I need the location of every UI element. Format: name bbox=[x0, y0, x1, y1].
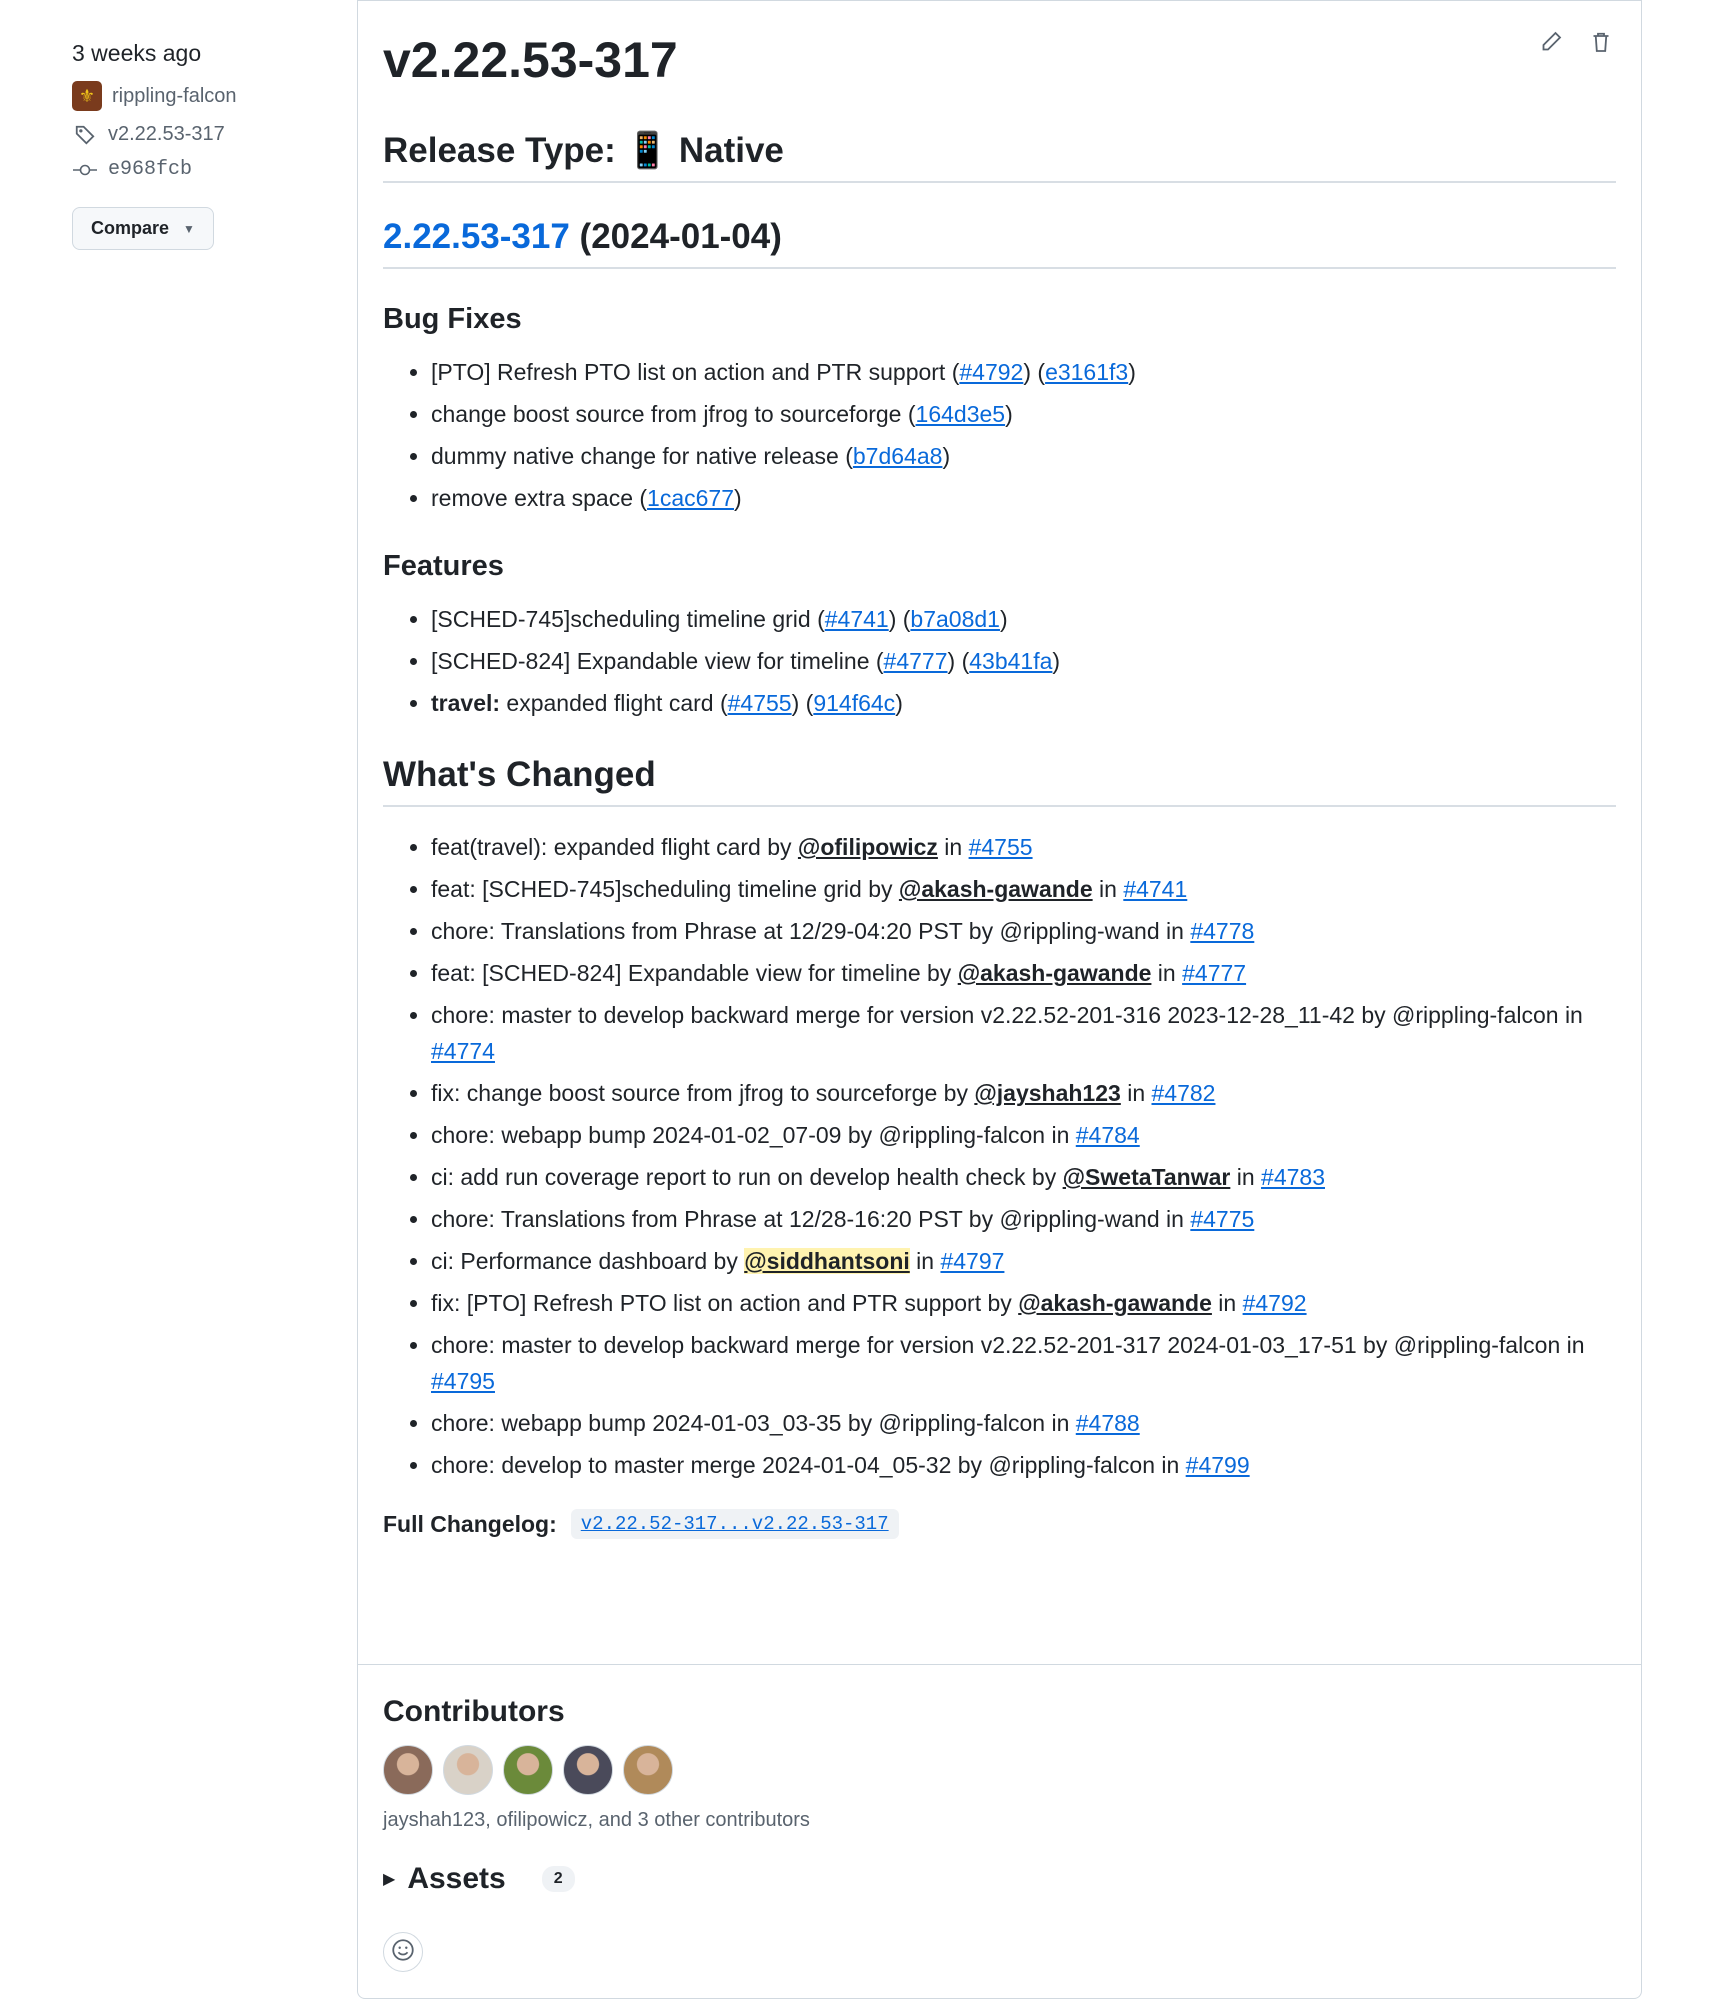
list-item bbox=[431, 997, 1616, 1069]
compare-label: Compare bbox=[91, 218, 170, 238]
pr-link[interactable]: #4784 bbox=[1075, 1122, 1140, 1148]
assets-toggle[interactable] bbox=[383, 1862, 1616, 1896]
smiley-icon bbox=[391, 1938, 415, 1967]
item-text: chore: webapp bump 2024-01-03_03-35 by @rippling-falcon in bbox=[431, 1410, 1076, 1436]
reference-link[interactable]: b7d64a8 bbox=[852, 443, 943, 469]
pr-link[interactable]: #4755 bbox=[968, 834, 1033, 860]
item-text: in bbox=[1120, 1080, 1152, 1106]
item-text: ) bbox=[734, 485, 742, 511]
features-list bbox=[383, 601, 1616, 721]
item-text: ) bbox=[1052, 648, 1061, 674]
user-mention[interactable]: @akash-gawande bbox=[957, 960, 1152, 986]
item-text: in bbox=[1151, 960, 1183, 986]
pr-link[interactable]: #4782 bbox=[1151, 1080, 1216, 1106]
pr-link[interactable]: #4774 bbox=[431, 1038, 495, 1064]
list-item bbox=[431, 354, 1616, 390]
item-text: change boost source from jfrog to sourceforge ( bbox=[431, 401, 916, 427]
list-item bbox=[431, 1159, 1616, 1195]
item-text: chore: develop to master merge 2024-01-04_05-32 by @rippling-falcon in bbox=[431, 1452, 1186, 1478]
pr-link[interactable]: #4792 bbox=[1242, 1290, 1307, 1316]
tag-name[interactable]: v2.22.53-317 bbox=[108, 123, 225, 145]
list-item bbox=[431, 1405, 1616, 1441]
item-text: dummy native change for native release ( bbox=[431, 443, 853, 469]
author-row[interactable] bbox=[72, 81, 332, 111]
list-item bbox=[431, 955, 1616, 991]
reference-link[interactable]: #4755 bbox=[727, 690, 792, 716]
reference-link[interactable]: #4741 bbox=[824, 606, 889, 632]
item-text: feat: [SCHED-745]scheduling timeline grid by bbox=[431, 876, 899, 902]
item-text: chore: Translations from Phrase at 12/29-04:20 PST by @rippling-wand in bbox=[431, 918, 1191, 944]
user-mention[interactable]: @akash-gawande bbox=[898, 876, 1093, 902]
version-date: (2024-01-04) bbox=[569, 217, 782, 256]
list-item bbox=[431, 871, 1616, 907]
list-item bbox=[431, 643, 1616, 679]
whats-changed-heading: What's Changed bbox=[383, 755, 1616, 807]
list-item bbox=[431, 1075, 1616, 1111]
item-text: [SCHED-824] Expandable view for timeline ( bbox=[431, 648, 884, 674]
pr-link[interactable]: #4783 bbox=[1261, 1164, 1325, 1190]
item-text: ) ( bbox=[1023, 359, 1046, 385]
pr-link[interactable]: #4795 bbox=[431, 1368, 495, 1394]
contributor-avatar[interactable] bbox=[563, 1745, 613, 1795]
changes-list bbox=[383, 829, 1616, 1483]
list-item bbox=[431, 601, 1616, 637]
reference-link[interactable]: 164d3e5 bbox=[915, 401, 1006, 427]
item-text: ci: Performance dashboard by bbox=[431, 1248, 745, 1274]
item-text: ) ( bbox=[947, 648, 970, 674]
compare-button[interactable] bbox=[72, 207, 214, 250]
version-link[interactable]: 2.22.53-317 bbox=[383, 217, 570, 256]
assets-count: 2 bbox=[542, 1866, 575, 1892]
release-title[interactable]: v2.22.53-317 bbox=[383, 32, 678, 88]
item-text: chore: master to develop backward merge for version v2.22.52-201-317 2024-01-03_17-51 by @rippling-falcon in bbox=[431, 1332, 1585, 1358]
full-changelog-link[interactable]: v2.22.52-317...v2.22.53-317 bbox=[571, 1509, 899, 1539]
edit-icon[interactable] bbox=[1539, 30, 1563, 59]
full-changelog bbox=[383, 1509, 1616, 1539]
triangle-right-icon: ▶ bbox=[383, 1871, 396, 1888]
item-text: ) bbox=[1005, 401, 1013, 427]
list-item bbox=[431, 685, 1616, 721]
features-heading: Features bbox=[383, 550, 504, 582]
release-actions bbox=[1539, 30, 1613, 59]
list-item bbox=[431, 913, 1616, 949]
item-text: [SCHED-745]scheduling timeline grid ( bbox=[431, 606, 825, 632]
pr-link[interactable]: #4777 bbox=[1182, 960, 1247, 986]
item-text: fix: [PTO] Refresh PTO list on action and PTR support by bbox=[431, 1290, 1019, 1316]
pr-link[interactable]: #4775 bbox=[1190, 1206, 1255, 1232]
commit-link[interactable]: 43b41fa bbox=[969, 648, 1053, 674]
pr-link[interactable]: #4778 bbox=[1190, 918, 1255, 944]
release-time: 3 weeks ago bbox=[72, 40, 202, 66]
item-text: chore: Translations from Phrase at 12/28-16:20 PST by @rippling-wand in bbox=[431, 1206, 1191, 1232]
item-text: feat: [SCHED-824] Expandable view for timeline by bbox=[431, 960, 958, 986]
item-text: ci: add run coverage report to run on develop health check by bbox=[431, 1164, 1063, 1190]
commit-row[interactable] bbox=[72, 158, 332, 181]
commit-link[interactable]: b7a08d1 bbox=[910, 606, 1000, 632]
tag-icon bbox=[72, 124, 98, 146]
item-text: ) ( bbox=[791, 690, 814, 716]
item-text: chore: master to develop backward merge for version v2.22.52-201-316 2023-12-28_11-42 by @rippling-falcon in bbox=[431, 1002, 1583, 1028]
list-item bbox=[431, 438, 1616, 474]
item-text: in bbox=[909, 1248, 941, 1274]
item-text: ) bbox=[1128, 359, 1136, 385]
list-item bbox=[431, 829, 1616, 865]
item-text: ) bbox=[942, 443, 951, 469]
scope-label: travel: bbox=[431, 690, 501, 716]
pr-link[interactable]: #4741 bbox=[1123, 876, 1188, 902]
section-divider bbox=[358, 1664, 1641, 1665]
item-text: feat(travel): expanded flight card by bbox=[431, 834, 798, 860]
item-text: in bbox=[1230, 1164, 1262, 1190]
user-mention[interactable]: @siddhantsoni bbox=[744, 1248, 910, 1274]
commit-icon bbox=[72, 162, 98, 178]
release-type-prefix: Release Type: bbox=[383, 131, 626, 170]
pr-link[interactable]: #4797 bbox=[940, 1248, 1005, 1274]
list-item bbox=[431, 1117, 1616, 1153]
item-text: ) ( bbox=[888, 606, 911, 632]
reference-link[interactable]: #4777 bbox=[883, 648, 948, 674]
tag-row[interactable] bbox=[72, 123, 332, 146]
pr-link[interactable]: #4788 bbox=[1075, 1410, 1140, 1436]
list-item bbox=[431, 1201, 1616, 1237]
user-mention[interactable]: @jayshah123 bbox=[974, 1080, 1121, 1106]
item-text: ) bbox=[895, 690, 903, 716]
item-text: in bbox=[1092, 876, 1124, 902]
user-mention[interactable]: @SwetaTanwar bbox=[1062, 1164, 1231, 1190]
item-text: [PTO] Refresh PTO list on action and PTR support ( bbox=[431, 359, 960, 385]
contributors-heading: Contributors bbox=[383, 1695, 565, 1728]
release-type-value: Native bbox=[669, 131, 784, 170]
item-text: ) bbox=[999, 606, 1008, 632]
list-item bbox=[431, 1285, 1616, 1321]
item-text: remove extra space ( bbox=[431, 485, 648, 511]
commit-link[interactable]: 914f64c bbox=[813, 690, 896, 716]
bug-fixes-heading: Bug Fixes bbox=[383, 303, 522, 335]
commit-link[interactable]: e3161f3 bbox=[1045, 359, 1129, 385]
list-item bbox=[431, 396, 1616, 432]
contributor-avatar[interactable] bbox=[503, 1745, 553, 1795]
contributor-avatar[interactable] bbox=[383, 1745, 433, 1795]
author-avatar[interactable]: ⚜ bbox=[72, 81, 102, 111]
item-text: in bbox=[1211, 1290, 1243, 1316]
item-text: chore: webapp bump 2024-01-02_07-09 by @rippling-falcon in bbox=[431, 1122, 1076, 1148]
list-item bbox=[431, 1327, 1616, 1399]
contributor-avatar[interactable] bbox=[443, 1745, 493, 1795]
reference-link[interactable]: 1cac677 bbox=[647, 485, 734, 511]
contributors-summary[interactable]: jayshah123, ofilipowicz, and 3 other contributors bbox=[383, 1809, 810, 1831]
author-name[interactable]: rippling-falcon bbox=[112, 84, 237, 107]
mobile-phone-icon: 📱 bbox=[625, 131, 670, 170]
release-type-heading bbox=[383, 130, 1616, 183]
item-text: in bbox=[937, 834, 969, 860]
full-changelog-label: Full Changelog: bbox=[383, 1510, 557, 1537]
reference-link[interactable]: #4792 bbox=[959, 359, 1024, 385]
pr-link[interactable]: #4799 bbox=[1185, 1452, 1250, 1478]
release-sidebar bbox=[72, 40, 332, 250]
list-item bbox=[431, 1243, 1616, 1279]
commit-sha[interactable]: e968fcb bbox=[108, 158, 193, 181]
list-item bbox=[431, 480, 1616, 516]
chevron-down-icon: ▼ bbox=[183, 221, 195, 236]
user-mention[interactable]: @akash-gawande bbox=[1018, 1290, 1212, 1316]
contributor-avatars bbox=[383, 1745, 1616, 1795]
release-card bbox=[357, 0, 1642, 1999]
user-mention[interactable]: @ofilipowicz bbox=[797, 834, 938, 860]
assets-label: Assets bbox=[407, 1862, 506, 1895]
contributor-avatar[interactable] bbox=[623, 1745, 673, 1795]
add-reaction-button[interactable] bbox=[383, 1932, 423, 1972]
list-item bbox=[431, 1447, 1616, 1483]
item-text: fix: change boost source from jfrog to sourceforge by bbox=[431, 1080, 975, 1106]
bug-fixes-list bbox=[383, 354, 1616, 516]
item-text: expanded flight card ( bbox=[500, 690, 728, 716]
contributors-section bbox=[383, 1695, 1616, 1972]
version-heading bbox=[383, 217, 1616, 269]
trash-icon[interactable] bbox=[1589, 30, 1613, 59]
